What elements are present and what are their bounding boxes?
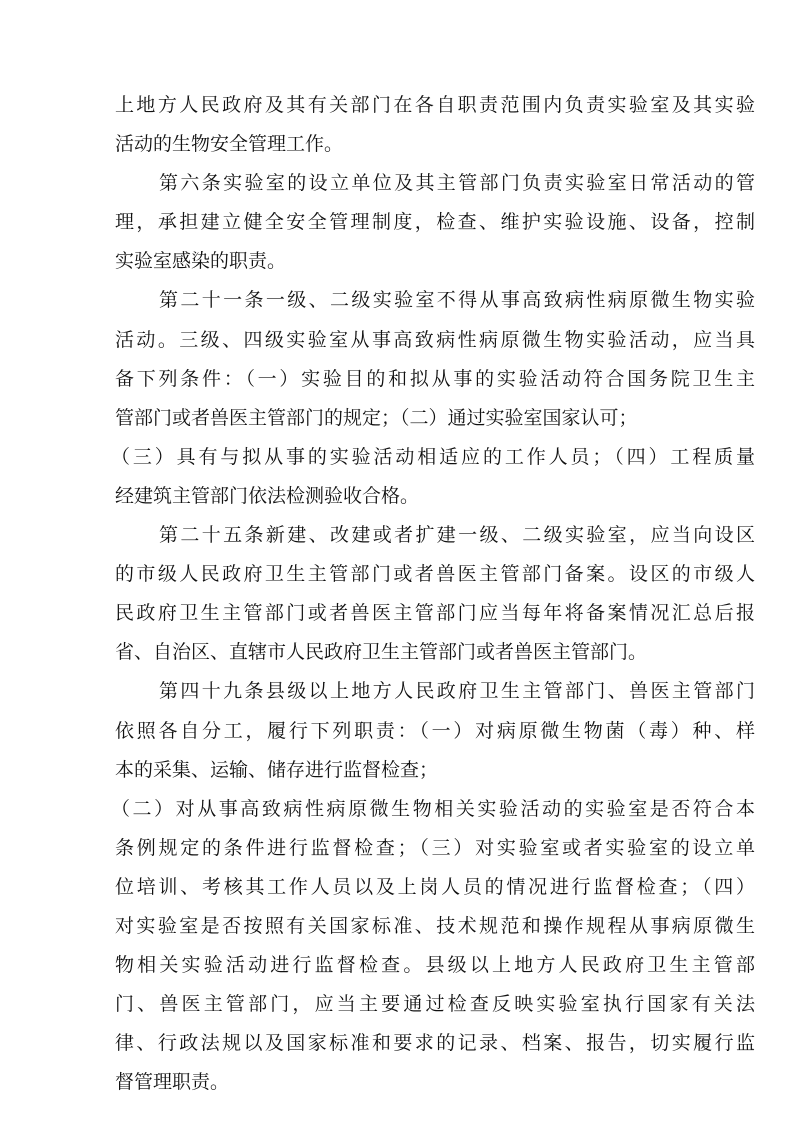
text-line: 条例规定的条件进行监督检查；（三）对实验室或者实验室的设立单 bbox=[115, 836, 755, 859]
text-line: 上地方人民政府及其有关部门在各自职责范围内负责实验室及其实验 bbox=[115, 94, 755, 116]
text-line: （二）对从事高致病性病原微生物相关实验活动的实验室是否符合本 bbox=[111, 797, 755, 820]
text-line: （三）具有与拟从事的实验活动相适应的工作人员；（四）工程质量 bbox=[111, 445, 755, 468]
text-line: 管部门或者兽医主管部门的规定；（二）通过实验室国家认可； bbox=[115, 406, 638, 429]
text-line: 实验室感染的职责。 bbox=[115, 250, 287, 273]
article-21-line: 第二十一条一级、二级实验室不得从事高致病性病原微生物实验 bbox=[159, 289, 755, 312]
text-line: 的市级人民政府卫生主管部门或者兽医主管部门备案。设区的市级人 bbox=[115, 563, 755, 586]
document-body bbox=[111, 86, 755, 1102]
article-6-line: 第六条实验室的设立单位及其主管部门负责实验室日常活动的管 bbox=[159, 172, 755, 195]
text-line: 督管理职责。 bbox=[115, 1071, 230, 1094]
text-line: 备下列条件：（一）实验目的和拟从事的实验活动符合国务院卫生主 bbox=[115, 367, 755, 390]
text-line: 活动的生物安全管理工作。 bbox=[115, 133, 344, 156]
text-line: 本的采集、运输、储存进行监督检查； bbox=[115, 758, 439, 781]
text-line: 律、行政法规以及国家标准和要求的记录、档案、报告，切实履行监 bbox=[115, 1032, 755, 1055]
text-line: 物相关实验活动进行监督检查。县级以上地方人民政府卫生主管部 bbox=[115, 954, 755, 977]
text-line: 民政府卫生主管部门或者兽医主管部门应当每年将备案情况汇总后报 bbox=[115, 602, 755, 625]
text-line: 活动。三级、四级实验室从事高致病性病原微生物实验活动，应当具 bbox=[115, 328, 755, 351]
text-line: 门、兽医主管部门，应当主要通过检查反映实验室执行国家有关法 bbox=[115, 993, 755, 1016]
article-25-line: 第二十五条新建、改建或者扩建一级、二级实验室，应当向设区 bbox=[159, 524, 755, 547]
text-line: 依照各自分工，履行下列职责：（一）对病原微生物菌（毒）种、样 bbox=[115, 719, 755, 742]
text-line: 省、自治区、直辖市人民政府卫生主管部门或者兽医主管部门。 bbox=[115, 641, 648, 664]
text-line: 经建筑主管部门依法检测验收合格。 bbox=[115, 484, 420, 507]
article-49-line: 第四十九条县级以上地方人民政府卫生主管部门、兽医主管部门 bbox=[159, 680, 755, 703]
text-line: 位培训、考核其工作人员以及上岗人员的情况进行监督检查；（四） bbox=[115, 875, 755, 898]
text-line: 对实验室是否按照有关国家标准、技术规范和操作规程从事病原微生 bbox=[115, 914, 755, 937]
text-line: 理，承担建立健全安全管理制度，检查、维护实验设施、设备，控制 bbox=[115, 211, 755, 234]
